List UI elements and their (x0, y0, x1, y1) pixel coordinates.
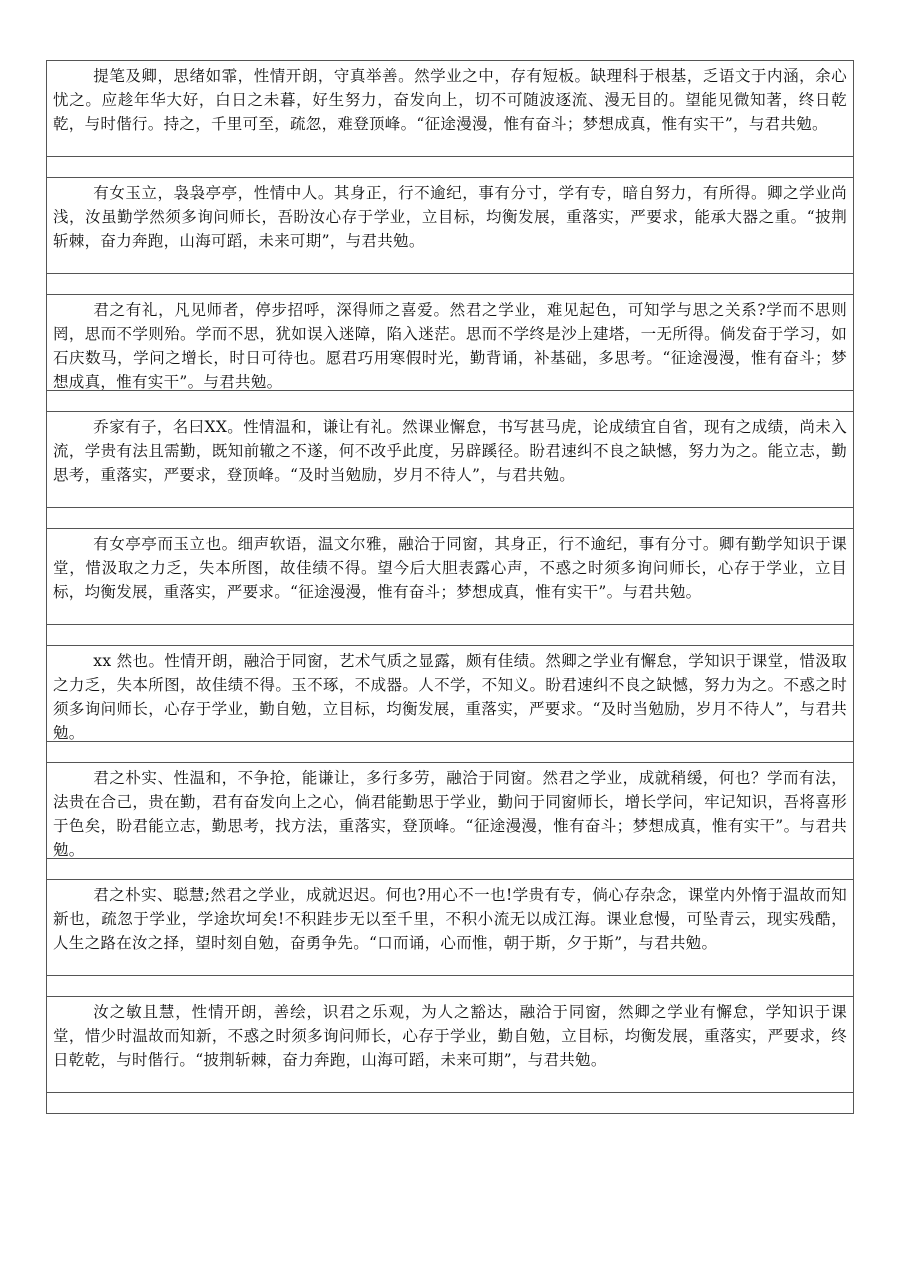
spacer-cell (47, 274, 854, 295)
spacer-cell (47, 859, 854, 880)
spacer-row (47, 508, 854, 529)
spacer-row (47, 1093, 854, 1114)
comment-cell (47, 646, 854, 742)
spacer-cell (47, 391, 854, 412)
comment-row (47, 997, 854, 1093)
comment-text: 乔家有子，名曰XX。性情温和，谦让有礼。然课业懈怠，书写甚马虎，论成绩宜自省，现有之成绩，尚未入流，学贵有法且需勤，既知前辙之不遂，何不改乎此度，另辟蹊径。盼君速纠不良之缺憾，努力为之。能立志，勤思考，重落实，严要求，登顶峰。“及时当勉励，岁月不待人”，与君共勉。 (53, 418, 847, 484)
spacer-row (47, 742, 854, 763)
comment-cell (47, 997, 854, 1093)
spacer-row (47, 274, 854, 295)
comments-table (46, 60, 854, 1114)
comment-text: 汝之敏且慧，性情开朗，善绘，识君之乐观，为人之豁达，融洽于同窗，然卿之学业有懈怠，学知识于课堂，惜少时温故而知新，不惑之时须多询问师长，心存于学业，勤自勉，立目标，均衡发展，重落实，严要求，终日乾乾，与时偕行。“披荆斩棘，奋力奔跑，山海可蹈，未来可期”，与君共勉。 (53, 1003, 847, 1069)
comment-text: 有女玉立，袅袅亭亭，性情中人。其身正，行不逾纪，事有分寸，学有专，暗自努力，有所得。卿之学业尚浅，汝虽勤学然须多询问师长，吾盼汝心存于学业，立目标，均衡发展，重落实，严要求，能承大器之重。“披荆斩棘，奋力奔跑，山海可蹈，未来可期”，与君共勉。 (53, 184, 847, 250)
comment-cell (47, 412, 854, 508)
spacer-cell (47, 1093, 854, 1114)
comment-row (47, 295, 854, 391)
spacer-cell (47, 976, 854, 997)
comment-text: 君之有礼，凡见师者，停步招呼，深得师之喜爱。然君之学业，难见起色，可知学与思之关系?学而不思则罔，思而不学则殆。学而不思，犹如误入迷障，陷入迷茫。思而不学终是沙上建塔，一无所得。倘发奋于学习，如石庆数马，学问之增长，时日可待也。愿君巧用寒假时光，勤背诵，补基础，多思考。“征途漫漫，惟有奋斗；梦想成真，惟有实干”。与君共勉。 (53, 301, 847, 390)
comment-row (47, 61, 854, 157)
comment-row (47, 880, 854, 976)
comment-row (47, 412, 854, 508)
spacer-cell (47, 157, 854, 178)
comment-text: xx 然也。性情开朗，融洽于同窗，艺术气质之显露，颇有佳绩。然卿之学业有懈怠，学知识于课堂，惜汲取之力乏，失本所图，故佳绩不得。玉不琢，不成器。人不学，不知义。盼君速纠不良之缺憾，努力为之。不惑之时须多询问师长，心存于学业，勤自勉，立目标，均衡发展，重落实，严要求。“及时当勉励，岁月不待人”，与君共勉。 (53, 652, 847, 741)
comment-row (47, 763, 854, 859)
spacer-row (47, 976, 854, 997)
comment-cell (47, 61, 854, 157)
comment-text: 有女亭亭而玉立也。细声软语，温文尔雅，融洽于同窗，其身正，行不逾纪，事有分寸。卿有勤学知识于课堂，惜汲取之力乏，失本所图，故佳绩不得。望今后大胆表露心声，不惑之时须多询问师长，心存于学业，立目标，均衡发展，重落实，严要求。“征途漫漫，惟有奋斗；梦想成真，惟有实干”。与君共勉。 (53, 535, 847, 601)
comment-text: 君之朴实、性温和，不争抢，能谦让，多行多劳，融洽于同窗。然君之学业，成就稍缓，何也？学而有法，法贵在合己，贵在勤，君有奋发向上之心，倘君能勤思于学业，勤问于同窗师长，增长学问，牢记知识，吾将喜形于色矣，盼君能立志，勤思考，找方法，重落实，登顶峰。“征途漫漫，惟有奋斗；梦想成真，惟有实干”。与君共勉。 (53, 769, 847, 858)
spacer-cell (47, 742, 854, 763)
comment-row (47, 178, 854, 274)
spacer-row (47, 391, 854, 412)
spacer-cell (47, 625, 854, 646)
spacer-row (47, 625, 854, 646)
spacer-row (47, 859, 854, 880)
comment-cell (47, 763, 854, 859)
comment-cell (47, 178, 854, 274)
comment-cell (47, 880, 854, 976)
comment-row (47, 646, 854, 742)
comment-text: 提笔及卿，思绪如霏，性情开朗，守真举善。然学业之中，存有短板。缺理科于根基，乏语文于内涵，余心忧之。应趁年华大好，白日之未暮，好生努力，奋发向上，切不可随波逐流、漫无目的。望能见微知著，终日乾乾，与时偕行。持之，千里可至，疏忽，难登顶峰。“征途漫漫，惟有奋斗；梦想成真，惟有实干”，与君共勉。 (53, 67, 847, 133)
comment-row (47, 529, 854, 625)
comment-cell (47, 295, 854, 391)
spacer-cell (47, 508, 854, 529)
comment-cell (47, 529, 854, 625)
comment-text: 君之朴实、聪慧;然君之学业，成就迟迟。何也?用心不一也!学贵有专，倘心存杂念，课堂内外惰于温故而知新也，疏忽于学业，学途坎坷矣!不积跬步无以至千里，不积小流无以成江海。课业怠慢，可坠青云，现实残酷，人生之路在汝之择，望时刻自勉，奋勇争先。“口而诵，心而惟，朝于斯，夕于斯”，与君共勉。 (53, 886, 847, 952)
spacer-row (47, 157, 854, 178)
